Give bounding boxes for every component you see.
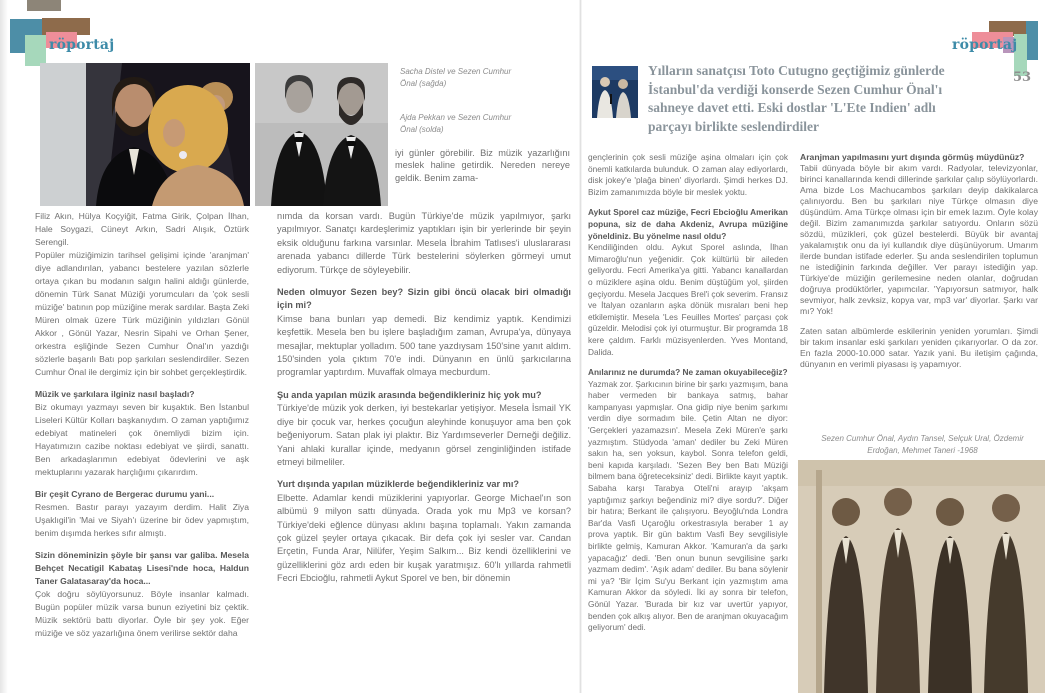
photo-ajda-pekkan-illustration [40, 63, 250, 206]
right-column-2 [800, 152, 1038, 432]
photo-toto-cutugno-concert [592, 66, 638, 118]
interview-answer: nımda da korsan vardı. Bugün Türkiye'de müzik yapılmıyor, şarkı yapılmıyor. Sanatçı kardeşlerimiz yaptıkları işin bir yerlerinde bir şeyin eksik olduğunu farkına varsınlar. Mesela İbrahim Tatlıses'i uluslararası arenada yabancı dillerde Türk bestelerini söylerken görmeyi umut ediyorum. Türkçe de söyleyebilir. [277, 211, 571, 275]
interview-question: Sizin döneminizin şöyle bir şansı var galiba. Mesela Behçet Necatigil Kabataş Lisesi'nde hoca, Haldun Taner Galatasaray'da hoca... [35, 550, 249, 586]
interview-question: Aranjman yapılmasını yurt dışında görmüş müydünüz? [800, 152, 1025, 162]
photo-group-1968-illustration [798, 460, 1045, 693]
photo-sacha-distel-illustration [255, 63, 388, 206]
paragraph: Filiz Akın, Hülya Koçyiğit, Fatma Girik, Çolpan İlhan, Hale Soygazi, Cüneyt Arkın, Sadri Alışık, Öztürk Serengil. [35, 211, 249, 247]
page-fold-divider [579, 0, 582, 693]
caption-group-photo: Sezen Cumhur Önal, Aydın Tansel, Selçuk Ural, Özdemir Erdoğan, Mehmet Taneri -1968 [821, 434, 1024, 455]
interview-answer: Zaten satan albümlerde eskilerinin yeniden yorumları. Şimdi bir takım insanlar eski şarkıları yeniden çıkarıyorlar. O da zor. En fazla 2000-10.000 satar. Yazık yani. Bu iletişim çağında, dünyanın en verimli piyasası iş yapamıyor. [800, 326, 1038, 369]
photo-group-1968 [798, 460, 1045, 693]
left-column-1 [35, 210, 249, 688]
header-block-green-left [25, 35, 46, 66]
scan-artifact [27, 0, 61, 11]
interview-answer: gençlerinin çok sesli müziğe aşina olmaları için çok önemli katkılarda bulunduk. O zaman alay ediyorlardı, disk jokey'e 'plağa binen' diyorlardı. Şimdi herkes DJ. Bizim zamanımızda böyle bir meslek yoktu. [588, 152, 788, 197]
interview-question: Neden olmuyor Sezen bey? Sizin gibi öncü olacak biri olmadığı için mi? [277, 287, 571, 311]
interview-question: Aykut Sporel caz müziğe, Fecri Ebcioğlu Amerikan popuna, siz de daha Akdeniz, Avrupa müziğine yöneldiniz. Bu yönelme nasıl oldu? [588, 207, 788, 241]
interview-answer: Kendiliğinden oldu. Aykut Sporel aslında, İlhan Mimaroğlu'nun yeğenidir. Çok kültürlü bir aileden geliyordu. Fecri Amerika'ya gitti. Yabancı kanallardan o müziklere aşina oldu. Benim düştüğüm yol, şiirden geçiyordu. Mesela Jacques Brel'i çok severim. Fransız ve İtalyan ozanların aşka dönük mısraları beni hep etkilemiştir. Mesela 'Les Feuilles Mortes' parçası çok güzeldir. Melodisi çok iyi oturmuştur. Bir programda 18 kere çaldım. Farklı müzisyenlerden. Yves Montand, Dalida. [588, 242, 788, 357]
photo-sacha-distel-sezen-cumhur-onal [255, 63, 388, 206]
right-column-1 [588, 152, 788, 692]
interview-answer: Türkiye'de müzik yok derken, iyi bestekarlar yetişiyor. Mesela İsmail YK diye bir çocuk var, herkes çocuğun aleyhinde konuşuyor ama ben çok beğeniyorum. Satan plak iyi plaktır. Biz Yardımseverler Derneği değiliz. Yani ahlaki kurallar içinde, medyanın görsel zenginliğinden istifade etmeyi bilmeliler. [277, 403, 571, 467]
interview-answer: Yazmak zor. Şarkıcının birine bir şarkı yazmışım, bana haber vermeden bir bankaya satmış, bahar kampanyası yapmışlar. Ona gidip niye benim şarkımı verdin diye sormadım bile. Çetin Altan ne diyor: 'Gerçekleri yazamazsın'. Mesela Zeki Müren'e şarkı yazmıştım. Stüdyoda 'aman' dediler bu Zeki Müren sakın ha, sen yoksun, kaybol. Sonra telefon geldi, beni kapıda karşıladı. 'Sezen Bey ben Batı Müziği bilmem bana öğreteceksiniz' dedi. Birlikte kayıt yaptık. Sabaha karşı Tarabya Oteli'ni arayıp 'akşam yaptığımız şarkıyı beğendiniz mi? diye sordu?'. Diğer bir hatıra; Berkant ile çalışıyoru. Beyoğlu'nda Londra Bar'da Vasfi Uçaroğlu orkestrasıyla beraber 1 ay prova yaptık. Bir gün baktım Vasfi Bey sevgilisiyle birlikte gelmiş, Kamuran Akkor. 'Kamuran'a da şarkı yapacağız' dedi. 'Ben onun bunun sevgilisine şarkı yazmam dedim'. 'Aşık adam' dediler. Bu bana söylenir mi ya? 'Bir İçim Su'yu Berkant için yazmıştım ama Kamuran Akkor da söyledi. İki ay sonra bir telefon, Gönül Yazar. 'Burada bir kız var uvertür yapıyor, benden çok alkış alıyor. Ben de aranjman okuyacağım geliyorum' dedi. [588, 378, 788, 633]
photo-toto-cutugno-illustration [592, 66, 638, 118]
interview-question: Anılarınız ne durumda? Ne zaman okuyabileceğiz? [588, 367, 788, 378]
paragraph: Popüler müziğimizin tarihsel gelişimi içinde 'aranjman' diye adlandırılan, yabancı bestelere yazılan sözlerle ortaya çıkan bu modanın salgın halini aldığı günlerde, dönemin Türk Sanat Müziği yorumcuları da 'çok sesli müziğe' batının pop müziğine merak sardılar. Başta Zeki Müren olmak üzere Türk müziğinin yıldızları Gönül Akkor , Gönül Yazar, Nesrin Sipahi ve Orhan Şener, orkestra eşliğinde Sezen Cumhur Önal'ın yazdığı sözlerle başarılı Batı pop şarkıları seslendirdiler. Sezen Cumhur Önal ile dergimiz için bir sohbet gerçekleştirdik. [35, 250, 249, 377]
caption-photo-sacha-distel: Sacha Distel ve Sezen Cumhur Önal (sağda) [400, 67, 512, 88]
page-number-right: 53 [1013, 70, 1032, 85]
left-column-2 [277, 210, 571, 688]
interview-answer: Elbette. Adamlar kendi müziklerini yapıyorlar. George Michael'ın son albümü 9 milyon sattı dünyada. Orada yok mu Mp3 ve korsan? Türkiye'deki eğlence dünyası aklını başına toplamalı. Yakın zamanda çok güzel şeyler ortaya çıkacak. Bir defa çok iyi sesler var. Candan Erçetin, Funda Arar, Nilüfer, Yeşim Salkım... Biz kendi özelliklerini ve güzelliklerini göz ardı eden bir kuşak yaratmışız. 60'lı yıllarda rahmetli Fecri Ebcioğlu, rahmetli Aykut Sporel ve ben, bir dönemin [277, 492, 571, 584]
left-lead-text: iyi günler görebilir. Biz müzik yazarlığını meslek haline getirdik. Nereden nereye geldik. Benim zama- [395, 148, 570, 183]
header-block-teal-right [1026, 21, 1038, 60]
headline: Yılların sanatçısı Toto Cutugno geçtiğimiz günlerde İstanbul'da verdiği konserde Sezen Cumhur Önal'ı sahneye davet etti. Eski dostlar 'L'Ete Indien' adlı parçayı birlikte seslendirdiler [648, 63, 945, 134]
interview-answer: Çok doğru söylüyorsunuz. Böyle insanlar kalmadı. Bugün popüler müzik varsa bunun eziyetini biz çektik. Müzik sektörü battı diyorlar. Öyle bir şey yok. Eğer müziğe ve söz yazarlığına önem verilirse sektör daha [35, 589, 249, 638]
interview-question: Şu anda yapılan müzik arasında beğendikleriniz hiç yok mu? [277, 389, 542, 400]
page-edge-shading [0, 0, 8, 693]
section-label-left: röportaj [49, 37, 115, 53]
interview-answer: Kimse bana bunları yap demedi. Biz kendimiz yaptık. Kendimizi keşfettik. Mesela ben bu işlere başladığım zaman, Avrupa'ya, dünyaya mesajlar, mektuplar yolladım. 500 tane yazdıysam 150'sine yanıt aldım. 150'sinden yola çıktım 70'e indi. Dünyanın en ünlü şarkıcılarına programlar yaptırdım. Muvaffak olmaya mecburdum. [277, 313, 571, 378]
interview-question: Bir çeşit Cyrano de Bergerac durumu yani... [35, 489, 215, 499]
interview-answer: Tabii dünyada böyle bir akım vardı. Radyolar, televizyonlar, birinci kanallarında kendi dillerinde şarkılar çalıp söylüyorlardı. Ama bizde Los Machucambos şarkıları deyip dakikalarca çalınıyordu. Ben bu şarkıları niye Türkçe olmasın diye düşündüm. Ama Türkçe olması için bir emek lazım. Öyle kolay değil. Bizim zamanımızda şarkılar satıyordu. Onların sözü sözdü, müzikleri, çok güzel bestelerdi. Büyük bir avantaj yakalamıştık onu da iyi kullandık diye düşünüyorum. Umarım ilerde bundan istifade ederler. Şu anda seslendirilen toplumun ne istediğinin farkında değiller. Ver parayı istediğin yap. Türkiye'de müziğin gerilemesine neden olanlar, doğrudan doğruya prodüktörler, yapımcılar. 'Yapıyorsun satmıyor, halk sevmiyor, halk zevksiz, kopya var, mp3 var' diyorlar. Şarkı var mı? Yok! [800, 163, 1038, 316]
interview-answer: Biz okumayı yazmayı seven bir kuşaktık. Ben İstanbul Liseleri Kültür Kolları başkanıydım. O zaman yaptığımız edebiyat matineleri çok önemliydi bizim için. Hayatımızın cazibe noktası edebiyat ve şiirdi, sanattı. Ben arkadaşlarımın edebiyat ödevlerini ve aşk mektuplarını yazarak harçlığımı çıkarırdım. [35, 402, 249, 477]
interview-question: Yurt dışında yapılan müziklerde beğendikleriniz var mı? [277, 479, 520, 490]
interview-question: Müzik ve şarkılara ilginiz nasıl başladı? [35, 389, 195, 399]
interview-answer: Resmen. Bastır parayı yazayım derdim. Halit Ziya Uşaklıgil'in 'Mai ve Siyah'ı üzerine bir ödev yapmıştım, benim dışımda herkes sıfır almıştı. [35, 502, 249, 538]
caption-photo-ajda-pekkan: Ajda Pekkan ve Sezen Cumhur Önal (solda) [400, 113, 512, 134]
section-label-right: röportaj [952, 37, 1018, 53]
photo-ajda-pekkan-sezen-cumhur-onal [40, 63, 250, 206]
